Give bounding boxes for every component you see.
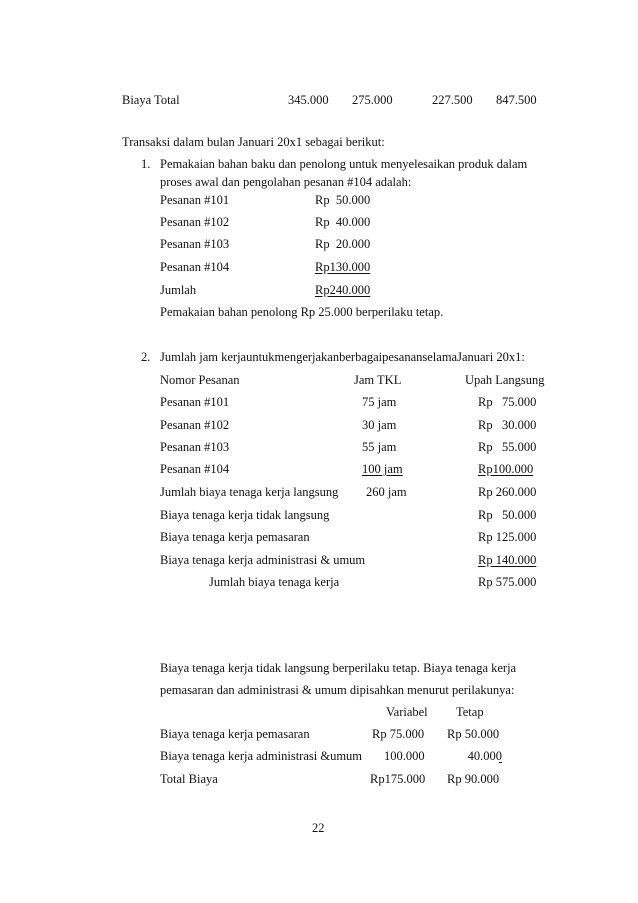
direct-labor-total-hours: 260 jam <box>366 485 407 499</box>
behavior-total-label: Total Biaya <box>160 772 218 786</box>
admin-labor-label: Biaya tenaga kerja administrasi & umum <box>160 553 366 567</box>
marketing-labor-label: Biaya tenaga kerja pemasaran <box>160 530 310 544</box>
total-row-value-4: 847.500 <box>496 93 537 107</box>
behavior-row-label: Biaya tenaga kerja administrasi &umum <box>160 749 363 763</box>
direct-labor-total-label: Jumlah biaya tenaga kerja langsung <box>160 485 339 499</box>
item1-row-value: Rp 20.000 <box>315 237 371 251</box>
item2-line1: Jumlah jam kerjauntukmengerjakanberbagaipesananselamaJanuari 20x1: <box>160 350 525 364</box>
item1-row-label: Pesanan #103 <box>160 237 230 251</box>
total-row-value-3: 227.500 <box>432 93 473 107</box>
intro-text: Transaksi dalam bulan Januari 20x1 sebagai berikut: <box>122 135 385 149</box>
total-row-label: Biaya Total <box>122 93 180 107</box>
item2-row-label: Pesanan #102 <box>160 418 230 432</box>
total-row-value-1: 345.000 <box>288 93 329 107</box>
item1-row-label: Pesanan #101 <box>160 193 230 207</box>
direct-labor-total-wage: Rp 260.000 <box>478 485 537 499</box>
item2-row-hours: 30 jam <box>362 418 397 432</box>
item2-header-order: Nomor Pesanan <box>160 373 240 387</box>
item1-sum-value: Rp240.000 <box>315 283 371 297</box>
item2-row-label: Pesanan #101 <box>160 395 230 409</box>
item1-row-value: Rp 40.000 <box>315 215 371 229</box>
item1-note: Pemakaian bahan penolong Rp 25.000 berperilaku tetap. <box>160 305 444 319</box>
item1-row-value: Rp130.000 <box>315 260 371 274</box>
behavior-header-variable: Variabel <box>386 705 428 719</box>
behavior-row-admin-underline-group <box>384 750 502 763</box>
total-row-value-2: 275.000 <box>352 93 393 107</box>
item1-number: 1. <box>141 157 151 171</box>
item2-row-label: Pesanan #104 <box>160 462 230 476</box>
item1-row-label: Pesanan #104 <box>160 260 230 274</box>
labor-grand-total-label: Jumlah biaya tenaga kerja <box>209 575 340 589</box>
item2-row-wage: Rp 30.000 <box>478 418 537 432</box>
page-number: 22 <box>312 821 325 835</box>
item2-row-hours: 55 jam <box>362 440 397 454</box>
item2-header-hours: Jam TKL <box>354 373 402 387</box>
behavior-row-label: Biaya tenaga kerja pemasaran <box>160 727 310 741</box>
item2-row-wage: Rp 75.000 <box>478 395 537 409</box>
behavior-header-fixed: Tetap <box>456 705 484 719</box>
behavior-total-variable: Rp175.000 <box>370 772 426 786</box>
behavior-row-variable: 100.000 <box>384 749 425 763</box>
behavior-row-fixed: Rp 50.000 <box>447 727 500 741</box>
admin-labor-value: Rp 140.000 <box>478 553 537 567</box>
behavior-row-variable: Rp 75.000 <box>372 727 425 741</box>
labor-grand-total-value: Rp 575.000 <box>478 575 537 589</box>
indirect-labor-value: Rp 50.000 <box>478 508 537 522</box>
item2-row-hours: 75 jam <box>362 395 397 409</box>
item2-header-wage: Upah Langsung <box>465 373 545 387</box>
item2-row-wage: Rp 55.000 <box>478 440 537 454</box>
behavior-total-fixed: Rp 90.000 <box>447 772 500 786</box>
item2-row-wage: Rp100.000 <box>478 462 534 476</box>
item1-line2: proses awal dan pengolahan pesanan #104 adalah: <box>160 175 412 189</box>
behavior-line2: pemasaran dan administrasi & umum dipisahkan menurut perilakunya: <box>160 683 515 697</box>
indirect-labor-label: Biaya tenaga kerja tidak langsung <box>160 508 330 522</box>
behavior-line1: Biaya tenaga kerja tidak langsung berperilaku tetap. Biaya tenaga kerja <box>160 661 517 675</box>
item2-row-hours: 100 jam <box>362 462 403 476</box>
item1-row-value: Rp 50.000 <box>315 193 371 207</box>
item1-line1: Pemakaian bahan baku dan penolong untuk menyelesaikan produk dalam <box>160 157 528 171</box>
item1-sum-label: Jumlah <box>160 283 197 297</box>
item1-row-label: Pesanan #102 <box>160 215 230 229</box>
behavior-row-fixed: 40.000 <box>467 749 502 763</box>
marketing-labor-value: Rp 125.000 <box>478 530 537 544</box>
item2-row-label: Pesanan #103 <box>160 440 230 454</box>
item2-number: 2. <box>141 350 151 364</box>
